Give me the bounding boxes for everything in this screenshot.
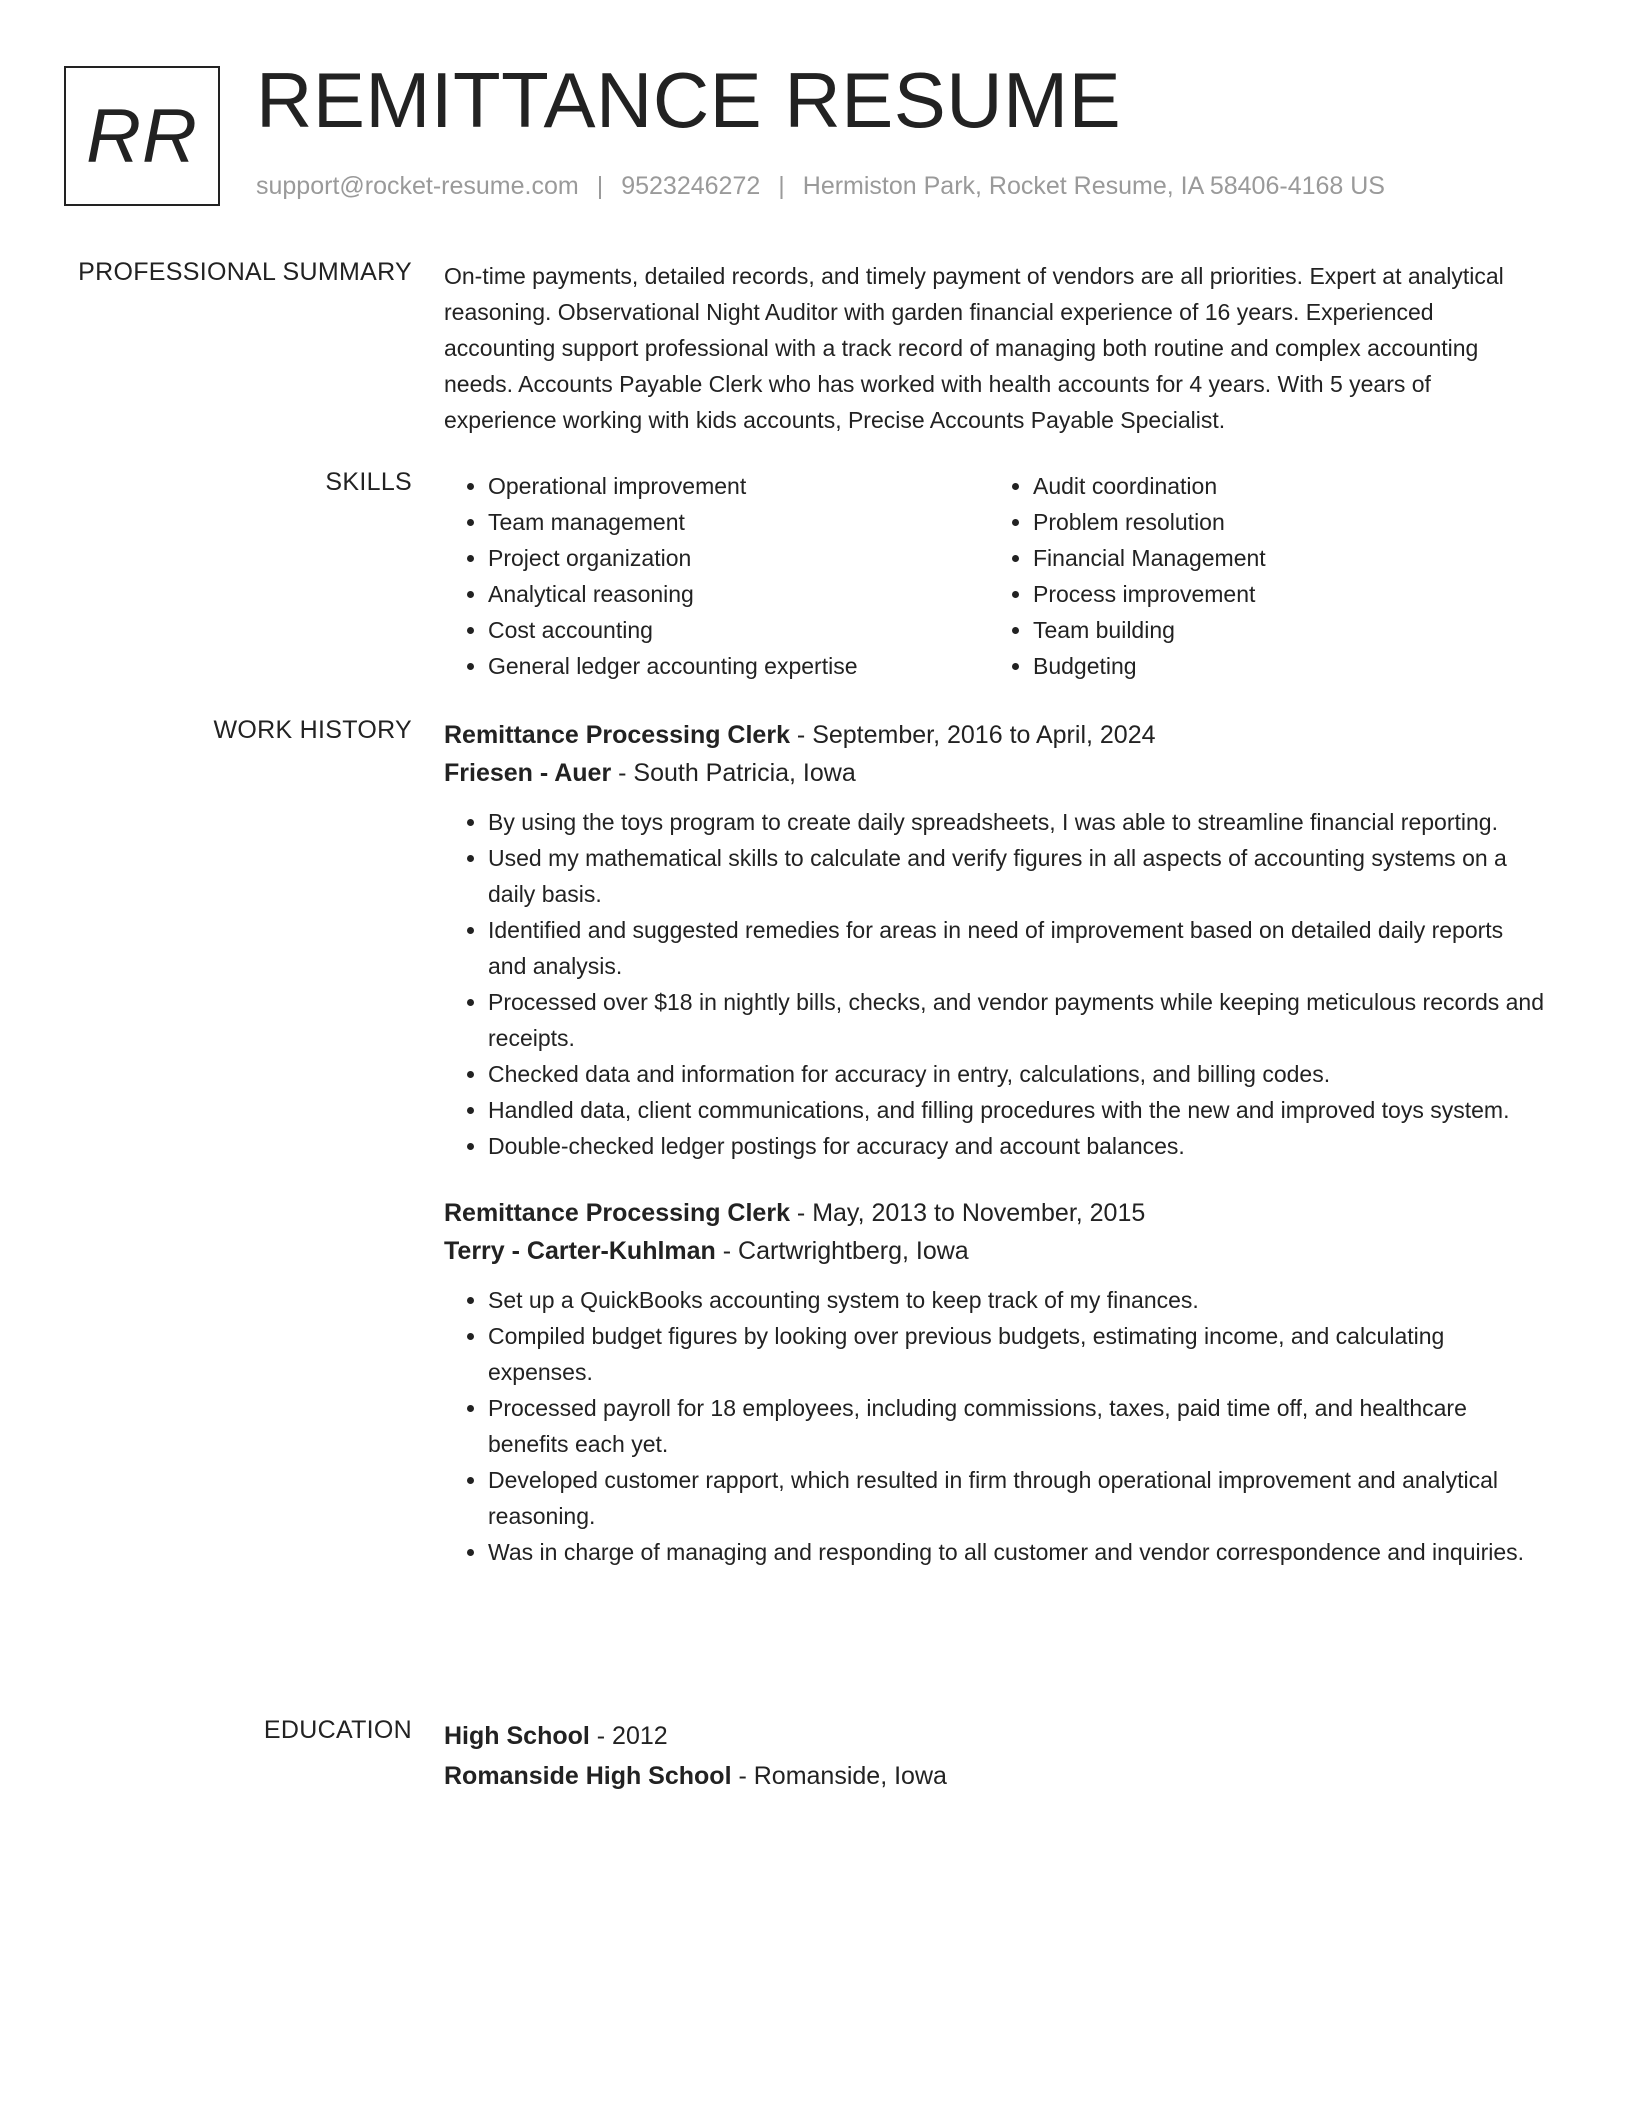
phone-number[interactable]: 9523246272 (621, 172, 761, 200)
education-degree-line (444, 1716, 1544, 1756)
skill-item: • Team management (488, 504, 989, 540)
job-entry (444, 1194, 1544, 1570)
skill-item: • Project organization (488, 540, 989, 576)
job-duty: • Was in charge of managing and responding to all customer and vendor correspondence and inquiries. (488, 1534, 1544, 1570)
job-duty: • Processed over $18 in nightly bills, checks, and vendor payments while keeping meticulous records and receipts. (488, 984, 1544, 1056)
contact-line (256, 172, 1385, 201)
candidate-name: REMITTANCE RESUME (256, 56, 1122, 144)
job-duty: • Developed customer rapport, which resulted in firm through operational improvement and analytical reasoning. (488, 1462, 1544, 1534)
job-dates: - September, 2016 to April, 2024 (789, 721, 1156, 749)
job-title-line (444, 716, 1544, 754)
education-degree: High School (444, 1722, 590, 1750)
job-duties-list (444, 1282, 1544, 1570)
summary-body (444, 258, 1544, 438)
email-address[interactable]: support@rocket-resume.com (256, 172, 579, 200)
skill-item: • Operational improvement (488, 468, 989, 504)
job-duty: • Compiled budget figures by looking over previous budgets, estimating income, and calculating expenses. (488, 1318, 1544, 1390)
job-company-line (444, 754, 1544, 792)
skills-column-left (444, 468, 989, 684)
skills-columns (444, 468, 1544, 684)
job-duties-list (444, 804, 1544, 1164)
skills-column-right (989, 468, 1534, 684)
job-entry (444, 716, 1544, 1164)
job-duty: • Set up a QuickBooks accounting system to keep track of my finances. (488, 1282, 1544, 1318)
contact-separator: | (778, 172, 785, 200)
job-title: Remittance Processing Clerk (444, 721, 790, 749)
education-heading: EDUCATION (263, 1716, 412, 1744)
job-duty: • Used my mathematical skills to calculate and verify figures in all aspects of accounting systems on a daily basis. (488, 840, 1544, 912)
skill-item: • Cost accounting (488, 612, 989, 648)
skill-item: • Problem resolution (1033, 504, 1534, 540)
job-location: - Cartwrightberg, Iowa (715, 1237, 969, 1265)
monogram-logo: RR (64, 66, 220, 206)
skill-item: • Audit coordination (1033, 468, 1534, 504)
job-company-line (444, 1232, 1544, 1270)
skills-list-left (444, 468, 989, 684)
skill-item: • Budgeting (1033, 648, 1534, 684)
job-company: Friesen - Auer (444, 759, 612, 787)
education-school-line (444, 1756, 1544, 1796)
job-duty: • Double-checked ledger postings for accuracy and account balances. (488, 1128, 1544, 1164)
skills-list-right (989, 468, 1534, 684)
education-location: - Romanside, Iowa (731, 1762, 947, 1790)
education-body (444, 1716, 1544, 1796)
job-company: Terry - Carter-Kuhlman (444, 1237, 716, 1265)
contact-separator: | (596, 172, 604, 200)
skill-item: • General ledger accounting expertise (488, 648, 989, 684)
job-duty: • By using the toys program to create daily spreadsheets, I was able to streamline financial reporting. (488, 804, 1544, 840)
skills-body (444, 468, 1544, 684)
summary-text: On-time payments, detailed records, and timely payment of vendors are all priorities. Expert at analytical reasoning. Observational Night Auditor with garden financial experience of 16 years. Experienced accounting support professional with a track record of managing both routine and complex accounting needs. Accounts Payable Clerk who has worked with health accounts for 4 years. With 5 years of experience working with kids accounts, Precise Accounts Payable Specialist. (444, 263, 1504, 433)
work-history-heading: WORK HISTORY (213, 716, 412, 744)
job-duty: • Handled data, client communications, and filling procedures with the new and improved toys system. (488, 1092, 1544, 1128)
job-duty: • Identified and suggested remedies for areas in need of improvement based on detailed daily reports and analysis. (488, 912, 1544, 984)
job-location: - South Patricia, Iowa (611, 759, 856, 787)
job-dates: - May, 2013 to November, 2015 (789, 1199, 1146, 1227)
summary-heading: PROFESSIONAL SUMMARY (78, 258, 412, 286)
work-history-body (444, 716, 1544, 1570)
job-title-line (444, 1194, 1544, 1232)
skill-item: • Team building (1033, 612, 1534, 648)
education-school: Romanside High School (444, 1762, 732, 1790)
skills-heading: SKILLS (325, 468, 412, 496)
skill-item: • Analytical reasoning (488, 576, 989, 612)
skill-item: • Financial Management (1033, 540, 1534, 576)
job-duty: • Checked data and information for accuracy in entry, calculations, and billing codes. (488, 1056, 1544, 1092)
address: Hermiston Park, Rocket Resume, IA 58406-4168 US (802, 172, 1385, 200)
job-title: Remittance Processing Clerk (444, 1199, 790, 1227)
job-duty: • Processed payroll for 18 employees, including commissions, taxes, paid time off, and healthcare benefits each yet. (488, 1390, 1544, 1462)
skill-item: • Process improvement (1033, 576, 1534, 612)
education-year: - 2012 (589, 1722, 668, 1750)
